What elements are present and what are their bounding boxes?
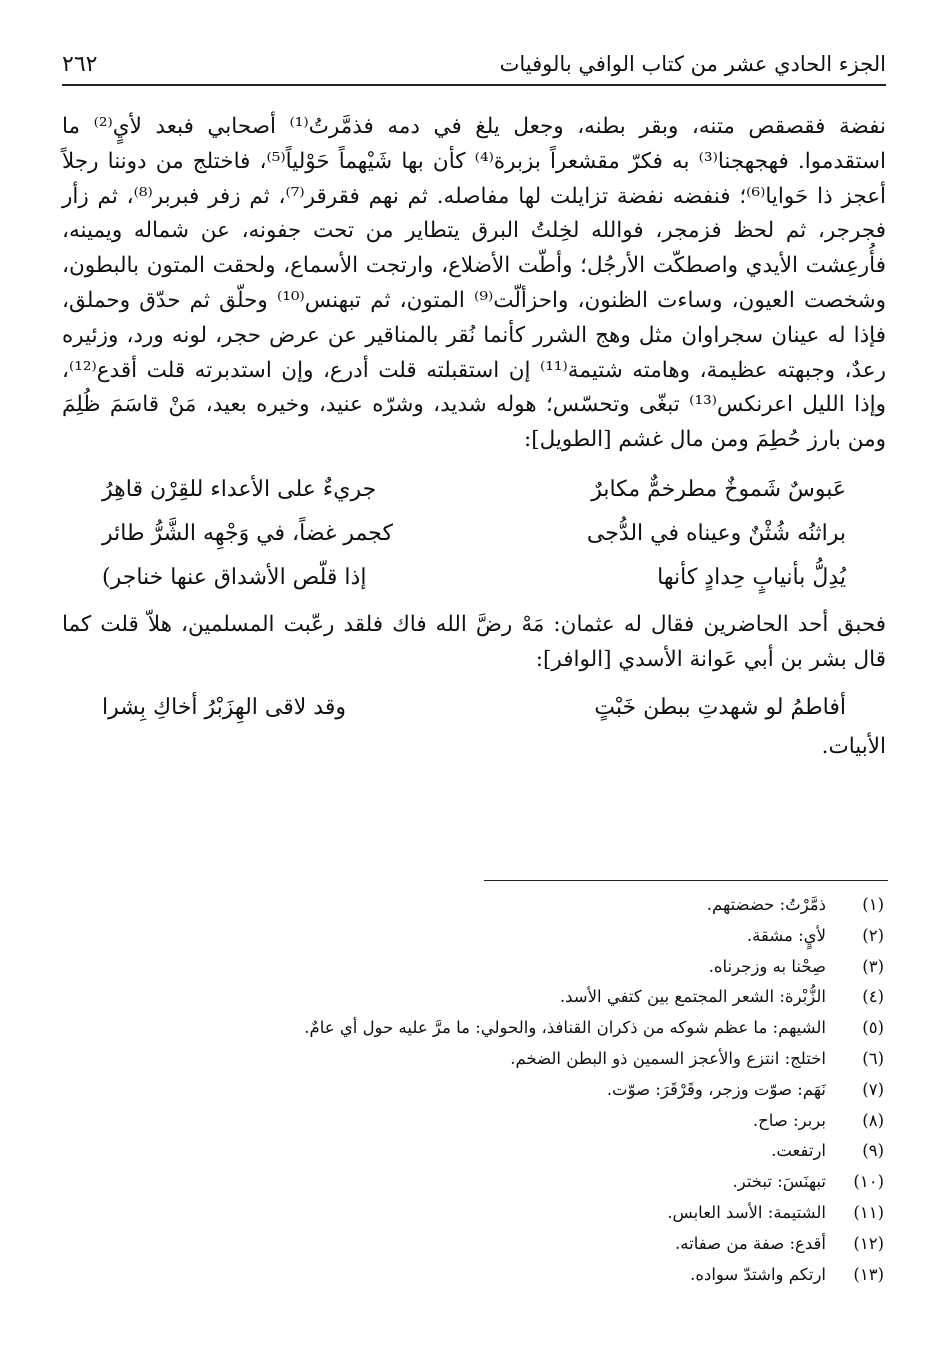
footnote-text: لأيٍ: مشقة. (746, 925, 826, 945)
footnote-text: الشتيمة: الأسد العابس. (667, 1202, 826, 1222)
footnote-number: (١٠) (853, 1172, 884, 1192)
verse-hemistich-second: جريءٌ على الأعداء للقِرْن قاهِرُ (102, 476, 377, 502)
footnotes (62, 890, 886, 1290)
footnote-number: (١١) (853, 1202, 884, 1222)
footnote (62, 921, 886, 952)
footnote-text: ارتكم واشتدّ سواده. (690, 1264, 826, 1284)
footnote-text: ذمَّرْتُ: حضضتهم. (706, 895, 826, 914)
footnote-text: تبهنَسَ: تبختر. (732, 1172, 826, 1192)
footnote-number: (٨) (862, 1110, 884, 1130)
footnote-number: (٥) (862, 1018, 884, 1038)
verse-line (62, 468, 886, 512)
poem (62, 468, 886, 600)
footnote-text: الشيهم: ما عظم شوكه من ذكران القنافذ، والحولي: ما مرَّ عليه حول أي عامٌ. (304, 1018, 826, 1038)
footnote-number: (٦) (862, 1048, 884, 1068)
verse-hemistich-second: وقد لاقى الهِزَبْرُ أخاكِ بِشرا (102, 694, 346, 720)
footnote (62, 1044, 886, 1075)
footnote-number: (١) (862, 895, 884, 914)
footnote (62, 1106, 886, 1137)
footnote-text: أقدع: صفة من صفاته. (675, 1233, 826, 1253)
footnote (62, 1198, 886, 1229)
main-text (62, 110, 886, 764)
verse-hemistich-first: براثنُه شُثْنٌ وعيناه في الدُّجى (586, 520, 846, 546)
footnote-number: (٩) (862, 1141, 884, 1161)
running-header (62, 44, 886, 86)
verse-hemistich-first: يُدِلُّ بأنيابٍ حِدادٍ كأنها (657, 564, 846, 590)
running-title: الجزء الحادي عشر من كتاب الوافي بالوفيات (499, 52, 886, 76)
verse-hemistich-first: عَبوسٌ شَموخٌ مطرخمٌّ مكابرٌ (591, 476, 846, 502)
footnote-number: (٢) (862, 925, 884, 945)
verse-line (62, 556, 886, 600)
paragraph: فحبق أحد الحاضرين فقال له عثمان: مَهْ رضَّ الله فاك فلقد رعّبت المسلمين، هلاّ قلت كما قال بشر بن أبي عَوانة الأسدي [الوافر]: (62, 611, 886, 672)
footnote-text: نَهَم: صوّت وزجر، وقَرْقَرَ: صوّت. (606, 1079, 826, 1099)
footnote-text: بربر: صاح. (752, 1110, 826, 1130)
verse-hemistich-first: أفاطمُ لو شهدتِ ببطن خَبْتٍ (594, 694, 846, 720)
footnote (62, 982, 886, 1013)
footnote (62, 1075, 886, 1106)
footnote (62, 1136, 886, 1167)
verse-line (62, 686, 886, 730)
verse-hemistich-second: كجمر غضاً، في وَجْهِه الشَّرُّ طائر (102, 520, 393, 546)
footnote-text: صِحْنا به وزجرناه. (708, 956, 826, 976)
verse-hemistich-second: إذا قلّص الأشداق عنها خناجر) (102, 564, 367, 590)
footnote (62, 952, 886, 983)
footnote (62, 1013, 886, 1044)
footnote-number: (١٢) (853, 1233, 884, 1253)
paragraph-tail: الأبيات. (821, 733, 886, 759)
verse-line (62, 512, 886, 556)
footnote (62, 1167, 886, 1198)
paragraph: نفضة فقصقص متنه، وبقر بطنه، وجعل يلغ في دمه فذمَّرتُ⁽¹⁾ أصحابي فبعد لأيٍ⁽²⁾ ما استقدموا. فهجهجنا⁽³⁾ به فكرّ مقشعراً بزبرة⁽⁴⁾ كأن بها شَيْهماً حَوْلياً⁽⁵⁾، فاختلج من دوننا رجلاً أعجز ذا حَوايا⁽⁶⁾؛ فنفضه نفضة تزايلت لها مفاصله. ثم نهم فقرقر⁽⁷⁾، ثم زفر فبربر⁽⁸⁾، ثم زأر فجرجر، ثم لحظ فزمجر، فوالله لخِلتُ البرق يتطاير من تحت جفونه، عن شماله ويمينه، فأُرعِشت الأيدي واصطكّت الأرجُل؛ وأطّت الأضلاع، وارتجت الأسماع، ولحقت المتون بالبطون، وشخصت العيون، وساءت الظنون، واحزألّت⁽⁹⁾ المتون، ثم تبهنس⁽¹⁰⁾ وحلّق ثم حدّق وحملق، فإذا له عينان سجراوان مثل وهج الشرر كأنما نُقر بالمناقير عن عرض حجر، لونه ورد، وزئيره رعدٌ، وجبهته عظيمة، وهامته شتيمة⁽¹¹⁾ إن استقبلته قلت أدرع، وإن استدبرته قلت أقدع⁽¹²⁾، وإذا الليل اعرنكس⁽¹³⁾ تبغّى وتحسّس؛ هوله شديد، وشرّه عنيد، وخيره بعيد، مَنْ قاسَمَ ظُلِمَ ومن بارز حُطِمَ ومن مال غشم [الطويل]: (62, 114, 887, 453)
footnote (62, 890, 886, 921)
footnote-number: (٧) (862, 1079, 884, 1099)
footnote-number: (١٣) (853, 1264, 884, 1284)
footnote-text: ارتفعت. (771, 1141, 826, 1161)
footnote-separator (484, 880, 888, 881)
page-number: ٢٦٢ (62, 51, 98, 77)
footnote (62, 1229, 886, 1260)
footnote-text: الزُّبْرة: الشعر المجتمع بين كتفي الأسد. (559, 987, 826, 1007)
footnote-number: (٤) (862, 987, 884, 1007)
footnote (62, 1260, 886, 1291)
footnote-number: (٣) (862, 956, 884, 976)
footnote-text: اختلج: انتزع والأعجز السمين ذو البطن الضخم. (510, 1048, 826, 1068)
